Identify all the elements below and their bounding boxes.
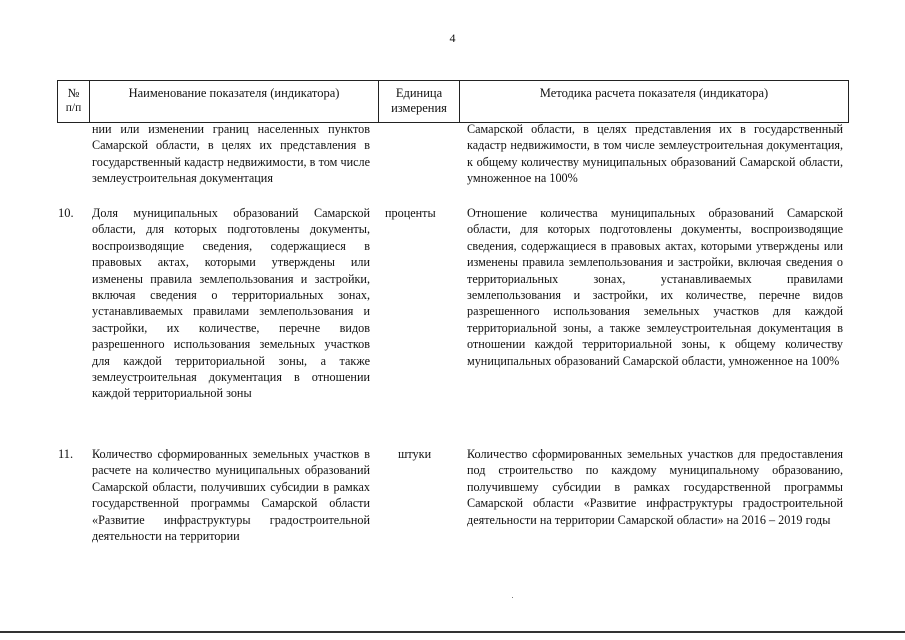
header-num-line-1: №: [67, 86, 80, 100]
row-11-num: 11.: [58, 447, 74, 461]
header-top-border: [57, 80, 849, 81]
header-unit-line-1: Единица: [395, 86, 443, 100]
header-num: [58, 86, 89, 116]
header-unit-line-2: измерения: [391, 101, 447, 115]
col-divider-5: [848, 80, 849, 122]
row-10-unit: проценты: [385, 206, 436, 220]
row-10-num: 10.: [58, 206, 74, 220]
row-11-name: Количество сформированных земельных участков в расчете на количество муниципальных образований Самарской области, получивших субсидии в рамках государственной программы Самарской области «Развитие инфраструктуры градостроительной деятельности на территории: [92, 447, 370, 544]
page-number: 4: [449, 31, 456, 45]
row-11-method: Количество сформированных земельных участков для предоставления под строительство по каждому муниципальному образованию, получившему субсидии в рамках государственной программы Самарской области «Развитие инфраструктуры градостроительной деятельности на территории Самарской области» на 2016 – 2019 годы: [467, 447, 843, 527]
continuation-method: Самарской области, в целях представления их в государственный кадастр недвижимости, в том числе землеустроительная документация, к общему количеству муниципальных образований Самарской области, умноженное на 100%: [467, 122, 843, 186]
row-11-unit: штуки: [398, 447, 432, 461]
header-num-line-2: п/п: [65, 102, 82, 114]
header-unit: [379, 86, 459, 116]
header-method: Методика расчета показателя (индикатора): [539, 86, 769, 100]
bottom-rule: [0, 631, 905, 633]
scan-speck: [512, 597, 513, 598]
header-name: Наименование показателя (индикатора): [128, 86, 340, 100]
row-10-method: Отношение количества муниципальных образований Самарской области, для которых подготовлены документы, воспроизводящие сведения, содержащиеся в правовых актах, которыми утверждены или изменены правила землепользования и застройки, включая сведения о территориальных зонах, устанавливаемых правилами землепользования и застройки, их количестве, перечне видов разрешенного использования земельных участков для каждой территориальной зоны, а также землеустроительная документация в отношении каждой территориальной зоны, к общему количеству муниципальных образований Самарской области, умноженное на 100%: [467, 206, 843, 368]
row-10-name: Доля муниципальных образований Самарской области, для которых подготовлены документы, воспроизводящие сведения, содержащиеся в правовых актах, которыми утверждены или изменены правила землепользования и застройки, включая сведения о территориальных зонах, устанавливаемых правилами землепользования и застройки, их количестве, перечне видов разрешенного использования земельных участков для каждой территориальной зоны, а также землеустроительная документация в отношении каждой территориальной зоны: [92, 206, 370, 401]
continuation-name: нии или изменении границ населенных пунктов Самарской области, в целях их представления в государственный кадастр недвижимости, в том числе землеустроительная документация: [92, 122, 370, 186]
